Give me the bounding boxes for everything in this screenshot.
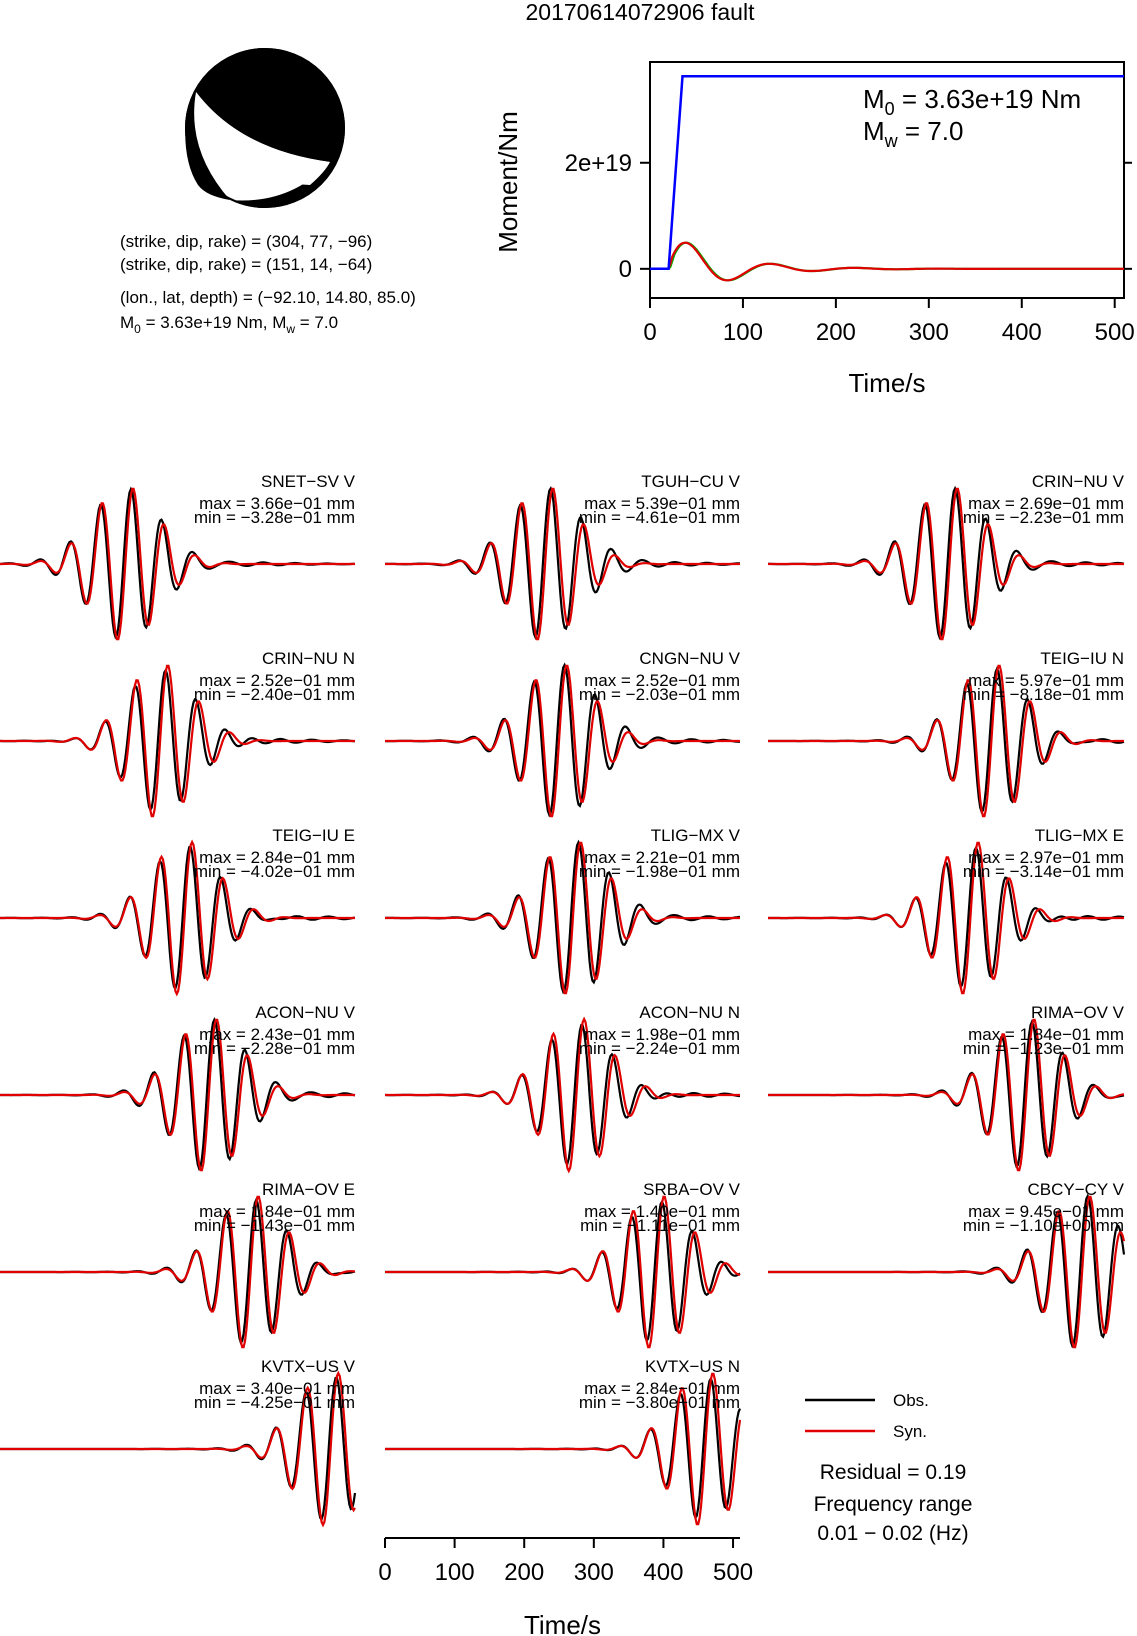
waveform-panel [768, 472, 1125, 639]
station-max: max = 2.97e−01 mm [968, 848, 1124, 867]
station-name: CNGN−NU V [639, 649, 740, 668]
station-min: min = −2.28e−01 mm [193, 1039, 355, 1058]
station-min: min = −3.14e−01 mm [962, 862, 1124, 881]
station-min: min = −1.98e−01 mm [578, 862, 740, 881]
focal-line-2: (strike, dip, rake) = (151, 14, −64) [120, 255, 373, 274]
station-min: min = −8.18e−01 mm [962, 685, 1124, 704]
figure-title: 20170614072906 fault [525, 0, 755, 25]
station-name: CBCY−CY V [1027, 1180, 1124, 1199]
waveform-panel [0, 649, 355, 816]
station-min: min = −1.43e−01 mm [193, 1216, 355, 1235]
station-min: min = −2.23e−01 mm [962, 508, 1124, 527]
station-max: max = 2.69e−01 mm [968, 494, 1124, 513]
red-wavelet-line [650, 243, 1124, 281]
station-min: min = −4.02e−01 mm [193, 862, 355, 881]
station-max: max = 1.84e−01 mm [199, 1202, 355, 1221]
station-name: CRIN−NU V [1031, 472, 1124, 491]
station-min: min = −1.11e−01 mm [580, 1216, 740, 1235]
station-name: KVTX−US N [645, 1357, 740, 1376]
station-min: min = −2.24e−01 mm [578, 1039, 740, 1058]
x-axis-label: Time/s [848, 368, 926, 398]
waveform-panel [0, 1003, 356, 1170]
focal-line-3: (lon., lat, depth) = (−92.10, 14.80, 85.0) [120, 288, 416, 307]
station-name: TGUH−CU V [641, 472, 740, 491]
x-tick-label: 500 [1094, 319, 1135, 346]
x-tick-label: 200 [815, 319, 856, 346]
station-max: max = 1.84e−01 mm [968, 1025, 1124, 1044]
x-tick-label: 300 [908, 319, 949, 346]
station-max: max = 2.84e−01 mm [199, 848, 355, 867]
time-axis-tick-label: 500 [713, 1559, 754, 1586]
station-name: RIMA−OV E [261, 1180, 355, 1199]
residual-text: Residual = 0.19 [819, 1461, 967, 1484]
station-max: max = 3.40e−01 mm [199, 1379, 355, 1398]
station-name: RIMA−OV V [1030, 1003, 1124, 1022]
station-min: min = −2.40e−01 mm [193, 685, 355, 704]
legend-obs-label: Obs. [893, 1391, 929, 1410]
station-name: TLIG−MX E [1034, 826, 1124, 845]
waveform-panel [0, 1180, 355, 1347]
waveform-panel [768, 1003, 1125, 1170]
station-min: min = −3.80e−01 mm [578, 1393, 740, 1412]
time-axis-tick-label: 200 [504, 1559, 545, 1586]
station-name: CRIN−NU N [261, 649, 355, 668]
station-max: max = 2.43e−01 mm [199, 1025, 355, 1044]
station-max: max = 5.39e−01 mm [584, 494, 740, 513]
station-name: ACON−NU V [255, 1003, 355, 1022]
waveform-panel [385, 1357, 740, 1524]
y-tick-label: 2e+19 [564, 149, 632, 177]
station-name: KVTX−US V [260, 1357, 355, 1376]
station-max: max = 2.52e−01 mm [199, 671, 355, 690]
mw-annotation: $M_w = 7.0$ [863, 116, 964, 151]
station-name: SRBA−OV V [643, 1180, 740, 1199]
station-max: max = 2.52e−01 mm [584, 671, 740, 690]
waveform-panel [768, 1180, 1125, 1347]
time-axis-tick-label: 300 [573, 1559, 614, 1586]
x-tick-label: 0 [643, 319, 657, 346]
station-name: TEIG−IU N [1040, 649, 1124, 668]
waveform-panel [385, 649, 741, 816]
moment-function-plot [493, 62, 1135, 398]
focal-line-1: (strike, dip, rake) = (304, 77, −96) [120, 232, 373, 251]
station-min: min = −4.25e−01 mm [193, 1393, 355, 1412]
station-min: min = −3.28e−01 mm [193, 508, 355, 527]
waveform-time-axis [378, 1538, 753, 1636]
station-max: max = 9.45e−01 mm [968, 1202, 1124, 1221]
station-max: max = 1.40e−01 mm [584, 1202, 740, 1221]
time-axis-tick-label: 100 [434, 1559, 475, 1586]
waveform-panel [385, 1180, 741, 1347]
time-axis-tick-label: 0 [378, 1559, 392, 1586]
waveform-panel [768, 826, 1124, 993]
station-min: min = −4.61e−01 mm [578, 508, 740, 527]
station-max: max = 1.98e−01 mm [584, 1025, 740, 1044]
waveform-panels [0, 472, 1125, 1525]
frequency-range-label: Frequency range [813, 1493, 973, 1516]
waveform-panel [385, 826, 741, 993]
station-name: SNET−SV V [260, 472, 355, 491]
focal-moment-line: $M_0 = 3.63e+19$ Nm, $M_w = 7.0$ [120, 313, 339, 336]
time-axis-tick-label: 400 [643, 1559, 684, 1586]
station-max: max = 5.97e−01 mm [968, 671, 1124, 690]
frequency-range-value: 0.01 − 0.02 (Hz) [817, 1522, 969, 1545]
m0-annotation: $M_0 = 3.63e+19$ Nm [863, 84, 1082, 119]
station-name: TEIG−IU E [272, 826, 355, 845]
green-wavelet-line [650, 243, 1124, 281]
x-tick-label: 400 [1001, 319, 1042, 346]
y-tick-label: 0 [618, 255, 632, 283]
waveform-panel [385, 1003, 740, 1171]
station-max: max = 2.84e−01 mm [584, 1379, 740, 1398]
legend-syn-label: Syn. [893, 1422, 928, 1441]
x-tick-label: 100 [722, 319, 763, 346]
beachball [185, 49, 344, 207]
station-name: TLIG−MX V [650, 826, 740, 845]
y-axis-label: Moment/Nm [493, 111, 523, 253]
waveform-panel [0, 1357, 356, 1525]
station-max: max = 2.21e−01 mm [584, 848, 740, 867]
waveform-panel [768, 649, 1124, 816]
time-axis-label: Time/s [523, 1610, 602, 1636]
station-min: min = −1.10e+00 mm [962, 1216, 1124, 1235]
waveform-panel [0, 472, 356, 639]
waveform-panel [0, 826, 355, 994]
station-min: min = −1.23e−01 mm [962, 1039, 1124, 1058]
waveform-legend [805, 1391, 929, 1441]
station-max: max = 3.66e−01 mm [199, 494, 355, 513]
station-min: min = −2.03e−01 mm [578, 685, 740, 704]
waveform-panel [385, 472, 741, 639]
station-name: ACON−NU N [639, 1003, 740, 1022]
